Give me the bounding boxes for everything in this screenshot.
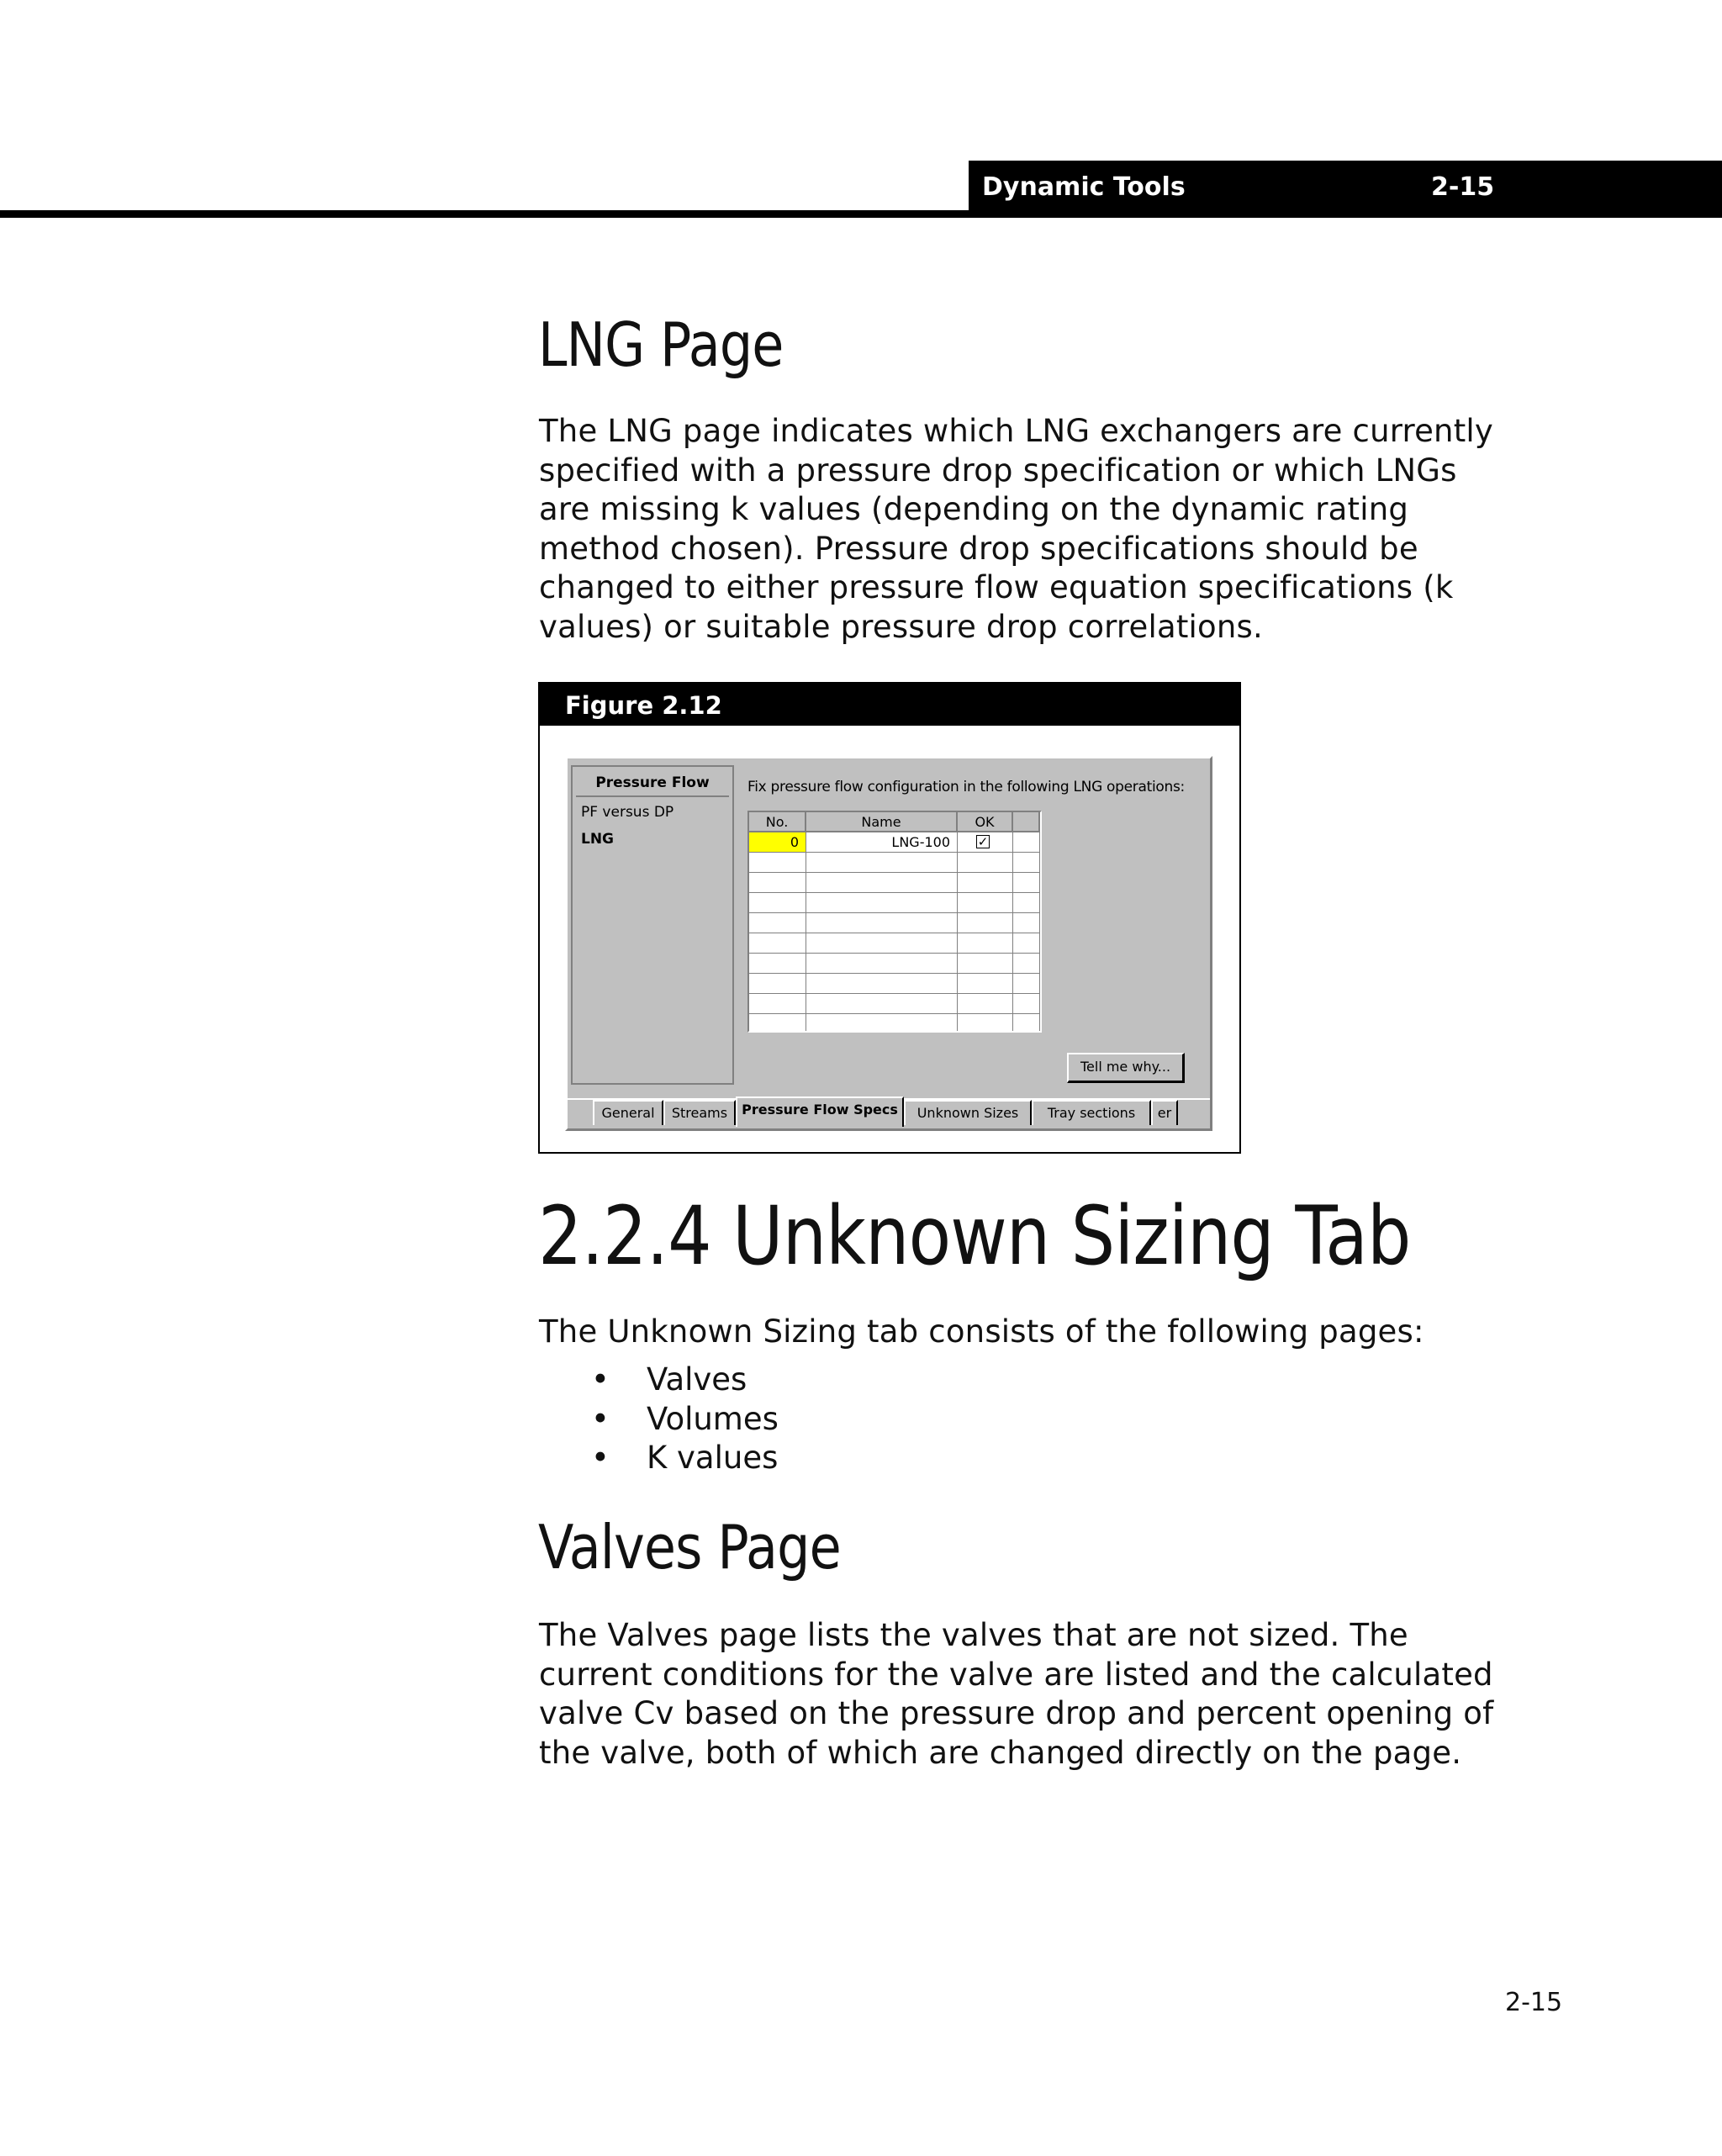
instruction-label: Fix pressure flow configuration in the following LNG operations: [747,779,1185,795]
valves-page-body: The Valves page lists the valves that are not sized. The current conditions for the valve are listed and the calculated valve Cv based on the pressure drop and percent opening of the valve, both of which are changed directly on the page. [539,1617,1494,1771]
tab-strip [568,1095,1210,1128]
tell-me-why-button[interactable]: Tell me why... [1067,1053,1185,1083]
tab-unknown-sizes[interactable]: Unknown Sizes [904,1100,1032,1125]
bullet: • [591,1440,610,1476]
running-header [969,161,1722,218]
list-item-label: Valves [647,1361,747,1398]
list-item-label: Volumes [647,1400,779,1437]
page-list-panel [571,765,734,1085]
lng-page-body: The LNG page indicates which LNG exchangers are currently specified with a pressure drop specification or which LNGs are missing k values (depending on the dynamic rating method chosen). Pressure drop specifications should be changed to either pressure flow equation specifications (k values) or suitable pressure drop correlations. [539,413,1493,645]
footer-page-number: 2-15 [1505,1988,1563,2017]
column-header-name: Name [806,812,958,832]
table-row [749,893,1040,913]
unknown-sizing-pages-list [539,1361,779,1478]
valves-page-heading: Valves Page [538,1512,841,1583]
tab-pressure-flow-specs[interactable]: Pressure Flow Specs [736,1096,904,1127]
page-list-item-pf-versus-dp[interactable]: PF versus DP [581,804,674,821]
table-row [749,832,1040,853]
column-header-ok: OK [958,812,1013,832]
tab-streams[interactable]: Streams [663,1100,736,1125]
bullet: • [591,1400,610,1437]
unknown-sizing-heading: 2.2.4 Unknown Sizing Tab [538,1189,1411,1283]
page-list-item-lng[interactable]: LNG [581,831,615,848]
figure-caption-bar [540,684,1239,726]
lng-operations-table [747,811,1042,1033]
page-list-title: Pressure Flow [576,770,729,797]
row-ok-cell [958,832,1013,852]
header-page-number: 2-15 [1431,172,1495,202]
dialog-screenshot [565,756,1212,1131]
tab-general[interactable]: General [593,1100,663,1125]
table-row [749,954,1040,974]
list-item [539,1439,779,1478]
ok-checkbox[interactable]: ✓ [977,834,989,849]
header-section-title: Dynamic Tools [982,172,1186,202]
list-item [539,1361,779,1400]
column-header-blank [1013,812,1040,832]
column-header-no: No. [749,812,806,832]
unknown-sizing-intro: The Unknown Sizing tab consists of the following pages: [539,1313,1424,1350]
table-row [749,974,1040,994]
lng-page-heading: LNG Page [538,309,784,380]
table-row [749,873,1040,893]
tab-truncated[interactable]: er [1151,1100,1178,1125]
row-blank-cell [1013,832,1040,852]
figure-2-12 [538,682,1241,1154]
bullet: • [591,1361,610,1398]
row-number-cell[interactable]: 0 [749,832,806,852]
row-name-cell[interactable]: LNG-100 [806,832,958,852]
list-item-label: K values [647,1440,779,1476]
table-header [749,812,1040,832]
table-row [749,913,1040,933]
tab-tray-sections[interactable]: Tray sections [1032,1100,1151,1125]
list-item [539,1400,779,1440]
table-row [749,853,1040,873]
figure-caption: Figure 2.12 [565,691,722,720]
table-row [749,1014,1040,1033]
table-row [749,994,1040,1014]
table-row [749,933,1040,954]
